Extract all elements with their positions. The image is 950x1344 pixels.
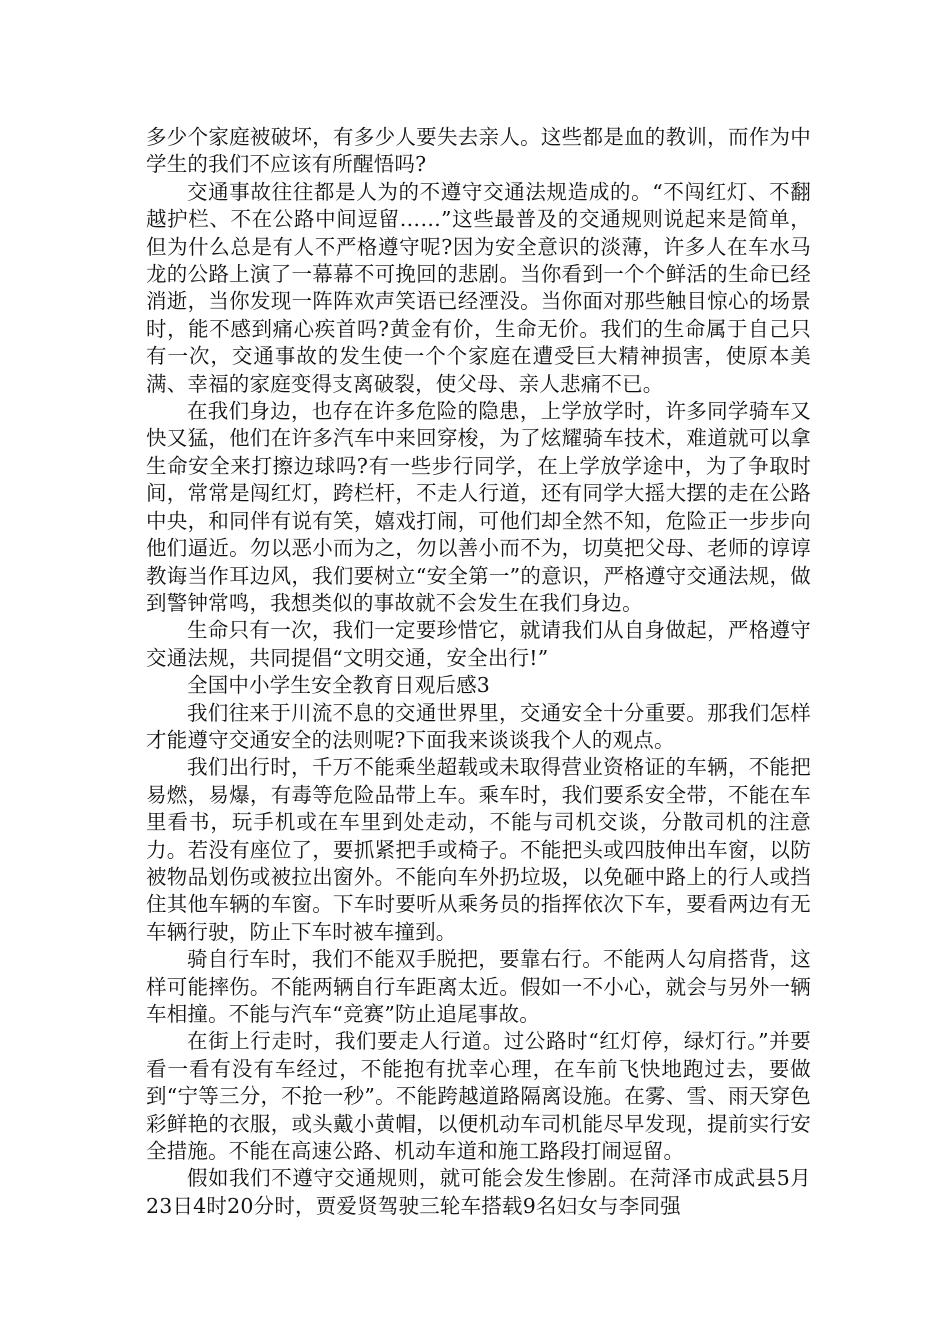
paragraph-riding-vehicles: 我们出行时，千万不能乘坐超载或未取得营业资格证的车辆，不能把易燃，易爆，有毒等危险品带上车。乘车时，我们要系安全带，不能在车里看书，玩手机或在车里到处走动，不能与司机交谈，分散司机的注意力。若没有座位了，要抓紧把手或椅子。不能把头或四肢伸出车窗，以防被物品划伤或被拉出窗外。不能向车外扔垃圾，以免砸中路上的行人或挡住其他车辆的车窗。下车时要听从乘务员的指挥依次下车，要看两边有无车辆行驶，防止下车时被车撞到。 [146,755,811,944]
paragraph-continuation: 多少个家庭被破坏，有多少人要失去亲人。这些都是血的教训，而作为中学生的我们不应该有所醒悟吗? [146,125,811,177]
paragraph-cherish-life: 生命只有一次，我们一定要珍惜它，就请我们从自身做起，严格遵守交通法规，共同提倡“文明交通，安全出行!” [146,618,811,670]
paragraph-dangers-around-us: 在我们身边，也存在许多危险的隐患，上学放学时，许多同学骑车又快又猛，他们在许多汽车中来回穿梭，为了炫耀骑车技术，难道就可以拿生命安全来打擦边球吗?有一些步行同学，在上学放学途中，为了争取时间，常常是闯红灯，跨栏杆，不走人行道，还有同学大摇大摆的走在公路中央，和同伴有说有笑，嬉戏打闹，可他们却全然不知，危险正一步步向他们逼近。勿以恶小而为之，勿以善小而不为，切莫把父母、老师的谆谆教诲当作耳边风，我们要树立“安全第一”的意识，严格遵守交通法规，做到警钟常鸣，我想类似的事故就不会发生在我们身边。 [146,399,811,615]
paragraph-bicycle: 骑自行车时，我们不能双手脱把，要靠右行。不能两人勾肩搭背，这样可能摔伤。不能两辆自行车距离太近。假如一不小心，就会与另外一辆车相撞。不能与汽车“竞赛”防止追尾事故。 [146,947,811,1026]
section-heading: 全国中小学生安全教育日观后感3 [187,673,491,698]
document-body [146,124,811,1220]
paragraph-traffic-accidents: 交通事故往往都是人为的不遵守交通法规造成的。“不闯红灯、不翻越护栏、不在公路中间逗留……”这些最普及的交通规则说起来是简单，但为什么总是有人不严格遵守呢?因为安全意识的淡薄，许多人在车水马龙的公路上演了一幕幕不可挽回的悲剧。当你看到一个个鲜活的生命已经消逝，当你发现一阵阵欢声笑语已经湮没。当你面对那些触目惊心的场景时，能不感到痛心疾首吗?黄金有价，生命无价。我们的生命属于自己只有一次，交通事故的发生使一个个家庭在遭受巨大精神损害，使原本美满、幸福的家庭变得支离破裂，使父母、亲人悲痛不已。 [146,179,811,396]
paragraph-accident-example: 假如我们不遵守交通规则，就可能会发生惨剧。在菏泽市成武县5月23日4时20分时，贾爱贤驾驶三轮车搭载9名妇女与李同强 [146,1166,811,1218]
paragraph-walking: 在街上行走时，我们要走人行道。过公路时“红灯停，绿灯行。”并要看一看有没有车经过，不能抱有扰幸心理，在车前飞快地跑过去，要做到“宁等三分，不抢一秒”。不能跨越道路隔离设施。在雾、雪、雨天穿色彩鲜艳的衣服，或头戴小黄帽，以便机动车司机能尽早发现，提前实行安全措施。不能在高速公路、机动车道和施工路段打闹逗留。 [146,1029,811,1164]
paragraph-intro: 我们往来于川流不息的交通世界里，交通安全十分重要。那我们怎样才能遵守交通安全的法则呢?下面我来谈谈我个人的观点。 [146,700,811,752]
